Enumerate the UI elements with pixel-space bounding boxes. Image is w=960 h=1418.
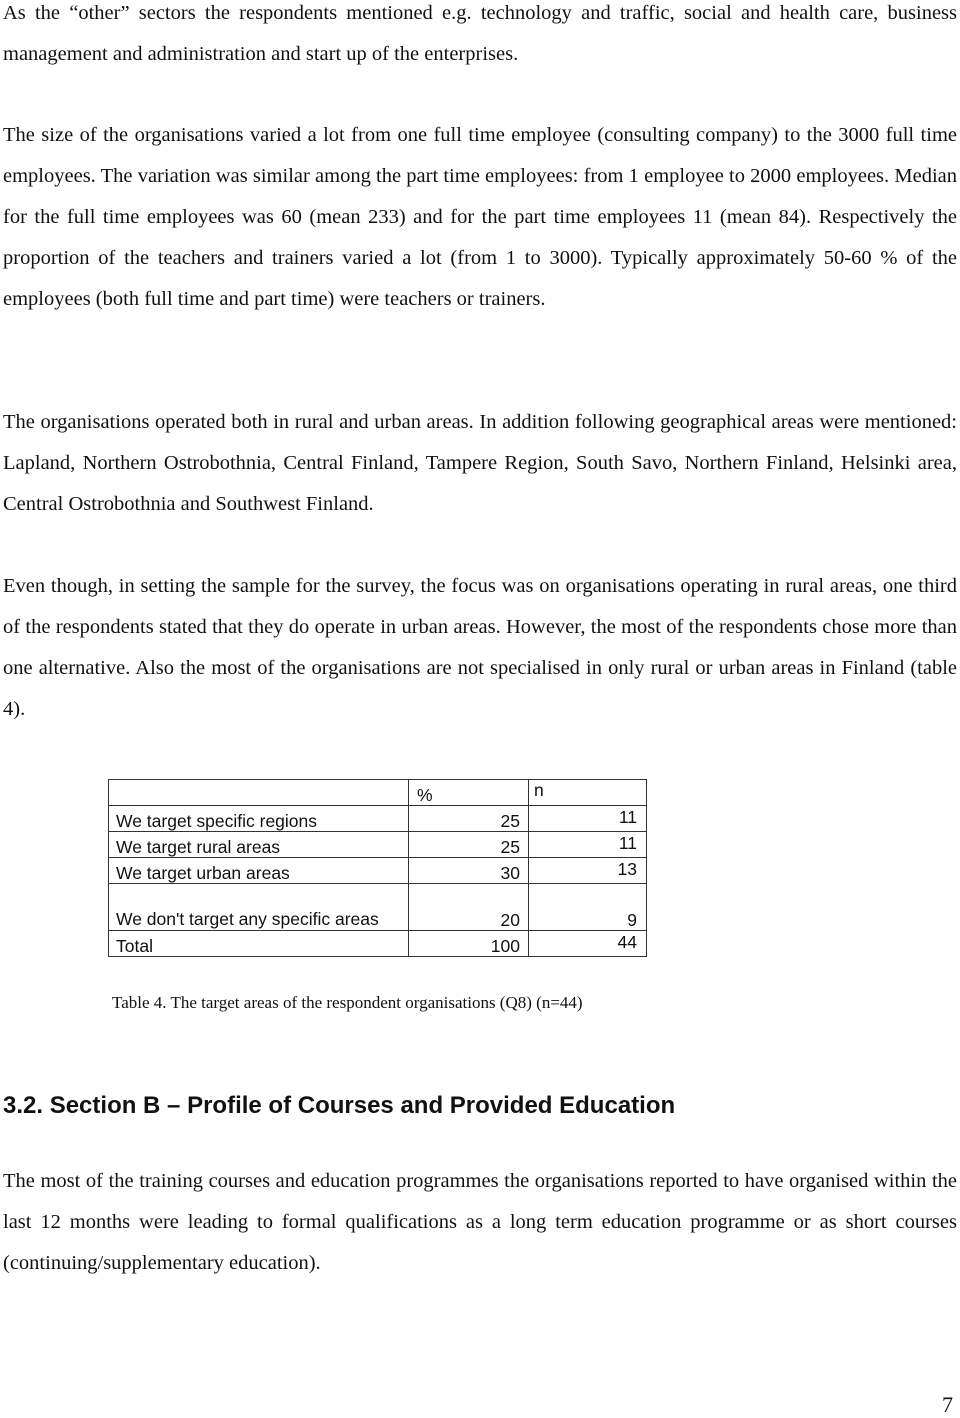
row-n-value: 11 <box>618 807 637 827</box>
table-row-total <box>109 931 647 957</box>
table-row <box>109 858 647 884</box>
paragraph-geographical-areas: The organisations operated both in rural and urban areas. In addition following geographical areas were mentioned: Lapland, Northern Ostrobothnia, Central Finland, Tampere Region, South Savo, Northern Finland, Helsinki area, Central Ostrobothnia and Southwest Finland. <box>3 411 957 515</box>
row-n <box>529 858 647 884</box>
row-n <box>529 931 647 957</box>
row-percent: 100 <box>409 931 529 957</box>
target-areas-table <box>108 779 647 957</box>
row-n-value: 44 <box>617 932 637 952</box>
row-n: 9 <box>529 884 647 931</box>
table-row <box>109 884 647 931</box>
table-row <box>109 832 647 858</box>
row-percent: 20 <box>409 884 529 931</box>
row-n <box>529 806 647 832</box>
row-percent: 25 <box>409 832 529 858</box>
row-label: We target specific regions <box>109 806 409 832</box>
paragraph-organisation-size: The size of the organisations varied a lot from one full time employee (consulting company) to the 3000 full time employees. The variation was similar among the part time employees: from 1 employee to 2000 employees. Median for the full time employees was 60 (mean 233) and for the part time employees 11 (mean 84). Respectively the proportion of the teachers and trainers varied a lot (from 1 to 3000). Typically approximately 50-60 % of the employees (both full time and part time) were teachers or trainers. <box>3 124 957 310</box>
page-number: 7 <box>942 1392 953 1417</box>
row-percent: 30 <box>409 858 529 884</box>
table-header-label <box>109 780 409 806</box>
row-n <box>529 832 647 858</box>
table-header-row <box>109 780 647 806</box>
row-n-value: 13 <box>617 859 637 879</box>
paragraph-courses-profile: The most of the training courses and education programmes the organisations reported to have organised within the last 12 months were leading to formal qualifications as a long term education programme or as short courses (continuing/supplementary education). <box>3 1170 957 1274</box>
row-n-value: 11 <box>618 833 637 853</box>
row-label: Total <box>109 931 409 957</box>
paragraph-rural-urban-focus: Even though, in setting the sample for the survey, the focus was on organisations operating in rural areas, one third of the respondents stated that they do operate in urban areas. However, the most of the respondents chose more than one alternative. Also the most of the organisations are not specialised in only rural or urban areas in Finland (table 4). <box>3 575 957 720</box>
row-label: We target rural areas <box>109 832 409 858</box>
table-header-percent: % <box>409 780 529 806</box>
table-row <box>109 806 647 832</box>
row-label: We don't target any specific areas <box>109 884 409 931</box>
section-heading: 3.2. Section B – Profile of Courses and Provided Education <box>3 1092 676 1119</box>
table-header-n: n <box>529 780 647 806</box>
row-percent: 25 <box>409 806 529 832</box>
row-label: We target urban areas <box>109 858 409 884</box>
paragraph-other-sectors: As the “other” sectors the respondents mentioned e.g. technology and traffic, social and health care, business management and administration and start up of the enterprises. <box>3 2 957 65</box>
table-caption: Table 4. The target areas of the respondent organisations (Q8) (n=44) <box>112 993 583 1012</box>
